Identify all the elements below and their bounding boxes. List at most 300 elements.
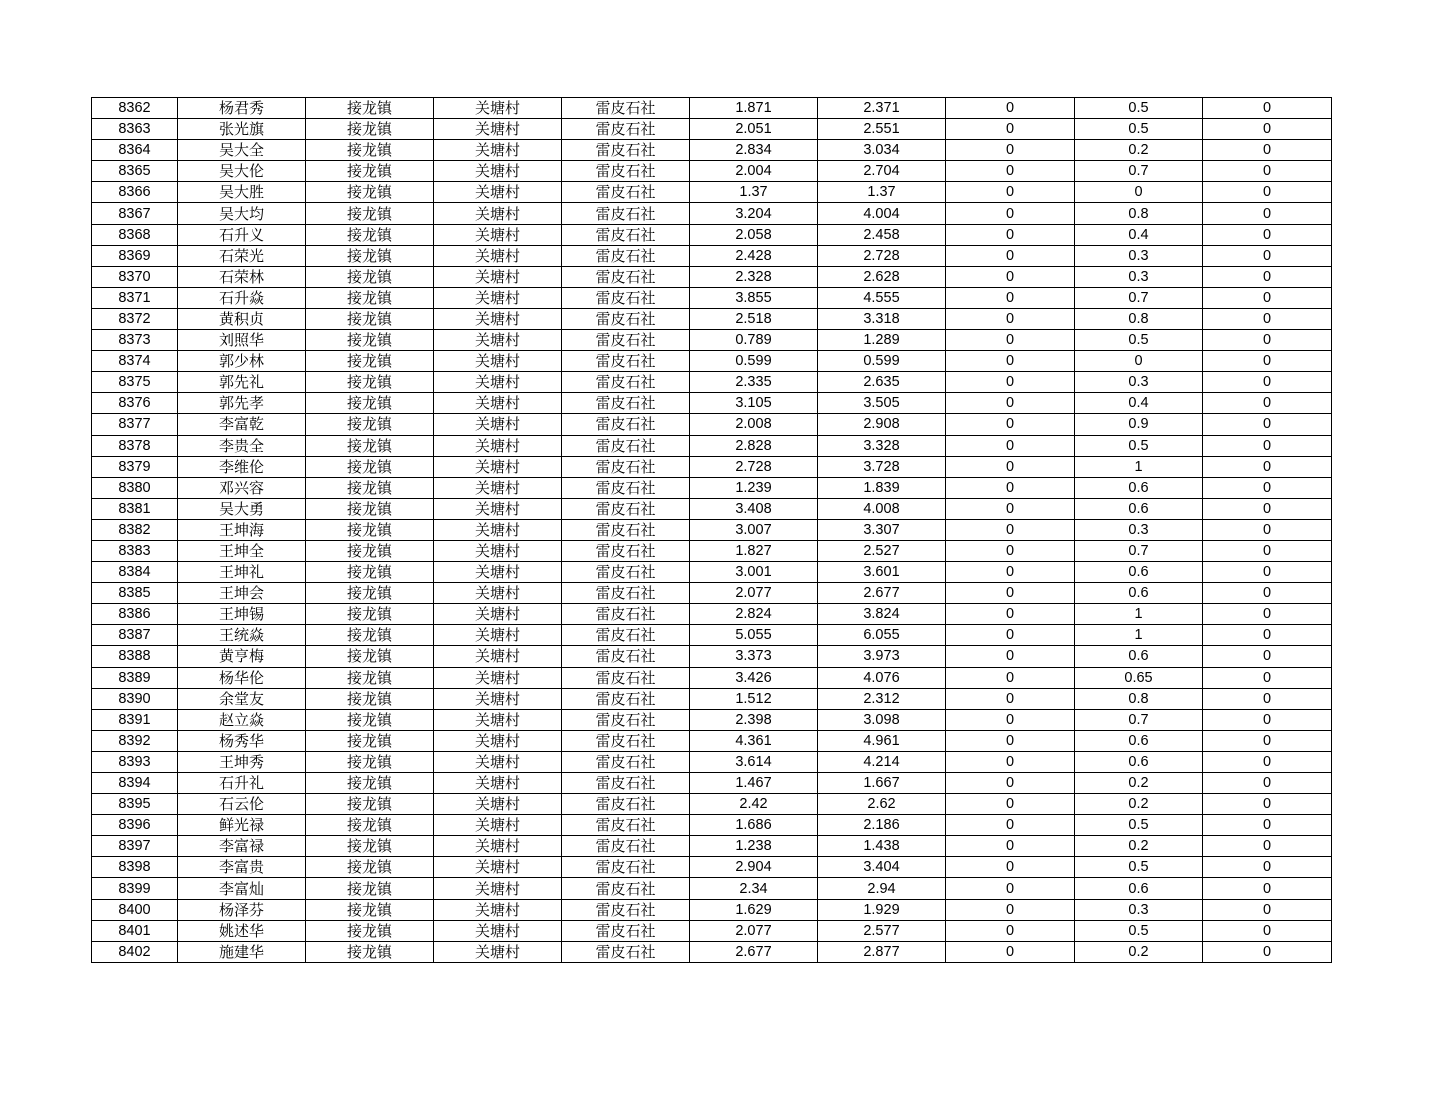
table-row: [92, 667, 1332, 688]
value-e-cell: 0: [1203, 646, 1332, 667]
village-cell: 关塘村: [434, 583, 562, 604]
value-d-cell: 0.2: [1075, 836, 1203, 857]
town-cell: 接龙镇: [306, 435, 434, 456]
value-b-cell: 4.004: [818, 203, 946, 224]
value-b-cell: 3.973: [818, 646, 946, 667]
value-b-cell: 1.839: [818, 477, 946, 498]
village-cell: 关塘村: [434, 372, 562, 393]
village-cell: 关塘村: [434, 140, 562, 161]
value-c-cell: 0: [946, 161, 1075, 182]
village-cell: 关塘村: [434, 899, 562, 920]
town-cell: 接龙镇: [306, 857, 434, 878]
record-id-cell: 8402: [92, 941, 178, 962]
value-b-cell: 2.371: [818, 98, 946, 119]
value-b-cell: 6.055: [818, 625, 946, 646]
town-cell: 接龙镇: [306, 308, 434, 329]
value-c-cell: 0: [946, 182, 1075, 203]
record-id-cell: 8381: [92, 498, 178, 519]
record-id-cell: 8385: [92, 583, 178, 604]
group-cell: 雷皮石社: [562, 161, 690, 182]
table-row: [92, 414, 1332, 435]
value-d-cell: 0.8: [1075, 688, 1203, 709]
table-row: [92, 351, 1332, 372]
record-id-cell: 8362: [92, 98, 178, 119]
record-id-cell: 8386: [92, 604, 178, 625]
value-c-cell: 0: [946, 393, 1075, 414]
group-cell: 雷皮石社: [562, 646, 690, 667]
town-cell: 接龙镇: [306, 899, 434, 920]
table-row: [92, 899, 1332, 920]
table-row: [92, 330, 1332, 351]
town-cell: 接龙镇: [306, 540, 434, 561]
value-b-cell: 2.677: [818, 583, 946, 604]
value-b-cell: 2.551: [818, 119, 946, 140]
village-cell: 关塘村: [434, 794, 562, 815]
value-c-cell: 0: [946, 815, 1075, 836]
name-cell: 杨秀华: [178, 730, 306, 751]
value-a-cell: 2.42: [690, 794, 818, 815]
town-cell: 接龙镇: [306, 941, 434, 962]
name-cell: 王坤锡: [178, 604, 306, 625]
record-id-cell: 8372: [92, 308, 178, 329]
group-cell: 雷皮石社: [562, 794, 690, 815]
village-cell: 关塘村: [434, 498, 562, 519]
record-id-cell: 8374: [92, 351, 178, 372]
village-cell: 关塘村: [434, 878, 562, 899]
table-row: [92, 646, 1332, 667]
record-id-cell: 8379: [92, 456, 178, 477]
value-b-cell: 2.635: [818, 372, 946, 393]
group-cell: 雷皮石社: [562, 330, 690, 351]
value-d-cell: 0.5: [1075, 119, 1203, 140]
value-c-cell: 0: [946, 688, 1075, 709]
value-a-cell: 1.827: [690, 540, 818, 561]
group-cell: 雷皮石社: [562, 119, 690, 140]
group-cell: 雷皮石社: [562, 562, 690, 583]
village-cell: 关塘村: [434, 646, 562, 667]
value-c-cell: 0: [946, 98, 1075, 119]
value-e-cell: 0: [1203, 372, 1332, 393]
value-c-cell: 0: [946, 583, 1075, 604]
value-a-cell: 3.408: [690, 498, 818, 519]
group-cell: 雷皮石社: [562, 751, 690, 772]
town-cell: 接龙镇: [306, 646, 434, 667]
table-row: [92, 625, 1332, 646]
name-cell: 余堂友: [178, 688, 306, 709]
record-id-cell: 8394: [92, 773, 178, 794]
value-c-cell: 0: [946, 878, 1075, 899]
town-cell: 接龙镇: [306, 920, 434, 941]
value-c-cell: 0: [946, 224, 1075, 245]
value-e-cell: 0: [1203, 899, 1332, 920]
value-a-cell: 3.001: [690, 562, 818, 583]
name-cell: 李富乾: [178, 414, 306, 435]
village-cell: 关塘村: [434, 435, 562, 456]
group-cell: 雷皮石社: [562, 140, 690, 161]
town-cell: 接龙镇: [306, 815, 434, 836]
village-cell: 关塘村: [434, 245, 562, 266]
record-id-cell: 8401: [92, 920, 178, 941]
table-row: [92, 920, 1332, 941]
value-b-cell: 1.37: [818, 182, 946, 203]
group-cell: 雷皮石社: [562, 435, 690, 456]
name-cell: 石升焱: [178, 287, 306, 308]
town-cell: 接龙镇: [306, 794, 434, 815]
group-cell: 雷皮石社: [562, 836, 690, 857]
town-cell: 接龙镇: [306, 709, 434, 730]
group-cell: 雷皮石社: [562, 604, 690, 625]
value-e-cell: 0: [1203, 941, 1332, 962]
value-e-cell: 0: [1203, 709, 1332, 730]
name-cell: 杨君秀: [178, 98, 306, 119]
value-d-cell: 0.7: [1075, 161, 1203, 182]
table-row: [92, 604, 1332, 625]
record-id-cell: 8364: [92, 140, 178, 161]
table-row: [92, 224, 1332, 245]
group-cell: 雷皮石社: [562, 625, 690, 646]
name-cell: 黄积贞: [178, 308, 306, 329]
record-id-cell: 8392: [92, 730, 178, 751]
value-b-cell: 3.034: [818, 140, 946, 161]
name-cell: 杨泽芬: [178, 899, 306, 920]
table-row: [92, 308, 1332, 329]
table-row: [92, 266, 1332, 287]
value-c-cell: 0: [946, 857, 1075, 878]
value-d-cell: 1: [1075, 625, 1203, 646]
value-a-cell: 3.007: [690, 519, 818, 540]
value-e-cell: 0: [1203, 266, 1332, 287]
record-id-cell: 8400: [92, 899, 178, 920]
group-cell: 雷皮石社: [562, 730, 690, 751]
town-cell: 接龙镇: [306, 583, 434, 604]
value-e-cell: 0: [1203, 773, 1332, 794]
town-cell: 接龙镇: [306, 498, 434, 519]
value-d-cell: 0.65: [1075, 667, 1203, 688]
value-d-cell: 0.8: [1075, 203, 1203, 224]
value-c-cell: 0: [946, 245, 1075, 266]
value-e-cell: 0: [1203, 435, 1332, 456]
value-a-cell: 0.599: [690, 351, 818, 372]
value-a-cell: 1.686: [690, 815, 818, 836]
town-cell: 接龙镇: [306, 519, 434, 540]
record-id-cell: 8376: [92, 393, 178, 414]
value-b-cell: 4.214: [818, 751, 946, 772]
value-a-cell: 2.077: [690, 583, 818, 604]
group-cell: 雷皮石社: [562, 857, 690, 878]
record-id-cell: 8391: [92, 709, 178, 730]
name-cell: 郭少林: [178, 351, 306, 372]
value-c-cell: 0: [946, 794, 1075, 815]
value-a-cell: 2.34: [690, 878, 818, 899]
name-cell: 李贵全: [178, 435, 306, 456]
town-cell: 接龙镇: [306, 119, 434, 140]
value-c-cell: 0: [946, 667, 1075, 688]
group-cell: 雷皮石社: [562, 709, 690, 730]
value-a-cell: 2.518: [690, 308, 818, 329]
value-d-cell: 0: [1075, 351, 1203, 372]
value-d-cell: 0.7: [1075, 287, 1203, 308]
value-d-cell: 0.6: [1075, 498, 1203, 519]
value-a-cell: 1.629: [690, 899, 818, 920]
group-cell: 雷皮石社: [562, 372, 690, 393]
value-e-cell: 0: [1203, 140, 1332, 161]
village-cell: 关塘村: [434, 266, 562, 287]
town-cell: 接龙镇: [306, 351, 434, 372]
value-a-cell: 1.512: [690, 688, 818, 709]
value-b-cell: 3.505: [818, 393, 946, 414]
value-b-cell: 4.008: [818, 498, 946, 519]
value-d-cell: 0.6: [1075, 751, 1203, 772]
name-cell: 吴大伦: [178, 161, 306, 182]
value-e-cell: 0: [1203, 688, 1332, 709]
name-cell: 杨华伦: [178, 667, 306, 688]
name-cell: 黄亨梅: [178, 646, 306, 667]
name-cell: 施建华: [178, 941, 306, 962]
value-a-cell: 2.824: [690, 604, 818, 625]
record-id-cell: 8371: [92, 287, 178, 308]
town-cell: 接龙镇: [306, 730, 434, 751]
value-e-cell: 0: [1203, 562, 1332, 583]
value-d-cell: 0.5: [1075, 435, 1203, 456]
value-a-cell: 2.728: [690, 456, 818, 477]
value-c-cell: 0: [946, 498, 1075, 519]
value-b-cell: 4.961: [818, 730, 946, 751]
village-cell: 关塘村: [434, 836, 562, 857]
value-d-cell: 0.5: [1075, 920, 1203, 941]
table-row: [92, 540, 1332, 561]
table-row: [92, 583, 1332, 604]
name-cell: 石云伦: [178, 794, 306, 815]
value-b-cell: 2.577: [818, 920, 946, 941]
group-cell: 雷皮石社: [562, 667, 690, 688]
name-cell: 赵立焱: [178, 709, 306, 730]
value-e-cell: 0: [1203, 751, 1332, 772]
value-b-cell: 2.186: [818, 815, 946, 836]
value-d-cell: 0.6: [1075, 646, 1203, 667]
value-a-cell: 2.677: [690, 941, 818, 962]
value-d-cell: 0.5: [1075, 857, 1203, 878]
value-c-cell: 0: [946, 351, 1075, 372]
record-id-cell: 8395: [92, 794, 178, 815]
town-cell: 接龙镇: [306, 625, 434, 646]
value-c-cell: 0: [946, 308, 1075, 329]
town-cell: 接龙镇: [306, 562, 434, 583]
value-a-cell: 1.37: [690, 182, 818, 203]
town-cell: 接龙镇: [306, 688, 434, 709]
table-body: [92, 98, 1332, 963]
group-cell: 雷皮石社: [562, 815, 690, 836]
group-cell: 雷皮石社: [562, 98, 690, 119]
value-d-cell: 0: [1075, 182, 1203, 203]
table-row: [92, 709, 1332, 730]
table-row: [92, 688, 1332, 709]
value-a-cell: 2.077: [690, 920, 818, 941]
value-a-cell: 2.328: [690, 266, 818, 287]
value-d-cell: 0.9: [1075, 414, 1203, 435]
record-id-cell: 8370: [92, 266, 178, 287]
village-cell: 关塘村: [434, 224, 562, 245]
table-row: [92, 730, 1332, 751]
value-a-cell: 3.373: [690, 646, 818, 667]
village-cell: 关塘村: [434, 688, 562, 709]
table-row: [92, 857, 1332, 878]
village-cell: 关塘村: [434, 751, 562, 772]
value-e-cell: 0: [1203, 604, 1332, 625]
value-a-cell: 2.428: [690, 245, 818, 266]
value-c-cell: 0: [946, 604, 1075, 625]
group-cell: 雷皮石社: [562, 456, 690, 477]
value-d-cell: 0.7: [1075, 709, 1203, 730]
value-a-cell: 2.051: [690, 119, 818, 140]
town-cell: 接龙镇: [306, 667, 434, 688]
group-cell: 雷皮石社: [562, 920, 690, 941]
town-cell: 接龙镇: [306, 245, 434, 266]
village-cell: 关塘村: [434, 119, 562, 140]
value-e-cell: 0: [1203, 330, 1332, 351]
value-a-cell: 1.871: [690, 98, 818, 119]
table-row: [92, 794, 1332, 815]
value-e-cell: 0: [1203, 815, 1332, 836]
value-c-cell: 0: [946, 562, 1075, 583]
value-e-cell: 0: [1203, 98, 1332, 119]
value-c-cell: 0: [946, 899, 1075, 920]
value-d-cell: 0.6: [1075, 878, 1203, 899]
group-cell: 雷皮石社: [562, 287, 690, 308]
value-d-cell: 0.3: [1075, 372, 1203, 393]
table-row: [92, 751, 1332, 772]
value-e-cell: 0: [1203, 625, 1332, 646]
value-c-cell: 0: [946, 477, 1075, 498]
value-d-cell: 0.2: [1075, 140, 1203, 161]
value-e-cell: 0: [1203, 161, 1332, 182]
name-cell: 石升礼: [178, 773, 306, 794]
value-a-cell: 2.008: [690, 414, 818, 435]
name-cell: 石荣光: [178, 245, 306, 266]
value-d-cell: 0.3: [1075, 519, 1203, 540]
value-c-cell: 0: [946, 751, 1075, 772]
value-e-cell: 0: [1203, 540, 1332, 561]
group-cell: 雷皮石社: [562, 498, 690, 519]
name-cell: 吴大勇: [178, 498, 306, 519]
value-a-cell: 5.055: [690, 625, 818, 646]
value-b-cell: 2.877: [818, 941, 946, 962]
group-cell: 雷皮石社: [562, 393, 690, 414]
village-cell: 关塘村: [434, 667, 562, 688]
village-cell: 关塘村: [434, 182, 562, 203]
town-cell: 接龙镇: [306, 414, 434, 435]
record-id-cell: 8382: [92, 519, 178, 540]
group-cell: 雷皮石社: [562, 266, 690, 287]
name-cell: 吴大均: [178, 203, 306, 224]
value-a-cell: 4.361: [690, 730, 818, 751]
table-row: [92, 140, 1332, 161]
value-c-cell: 0: [946, 456, 1075, 477]
table-row: [92, 393, 1332, 414]
name-cell: 王统焱: [178, 625, 306, 646]
value-b-cell: 2.458: [818, 224, 946, 245]
village-cell: 关塘村: [434, 330, 562, 351]
value-c-cell: 0: [946, 266, 1075, 287]
value-d-cell: 0.4: [1075, 393, 1203, 414]
table-row: [92, 519, 1332, 540]
value-e-cell: 0: [1203, 119, 1332, 140]
value-e-cell: 0: [1203, 498, 1332, 519]
value-e-cell: 0: [1203, 456, 1332, 477]
village-cell: 关塘村: [434, 98, 562, 119]
value-e-cell: 0: [1203, 519, 1332, 540]
record-id-cell: 8387: [92, 625, 178, 646]
value-c-cell: 0: [946, 540, 1075, 561]
table-row: [92, 245, 1332, 266]
group-cell: 雷皮石社: [562, 182, 690, 203]
name-cell: 李富禄: [178, 836, 306, 857]
value-a-cell: 0.789: [690, 330, 818, 351]
value-c-cell: 0: [946, 119, 1075, 140]
value-d-cell: 1: [1075, 604, 1203, 625]
value-b-cell: 2.94: [818, 878, 946, 899]
value-b-cell: 2.728: [818, 245, 946, 266]
value-d-cell: 1: [1075, 456, 1203, 477]
value-a-cell: 1.238: [690, 836, 818, 857]
value-e-cell: 0: [1203, 667, 1332, 688]
record-id-cell: 8397: [92, 836, 178, 857]
value-e-cell: 0: [1203, 308, 1332, 329]
village-cell: 关塘村: [434, 308, 562, 329]
value-e-cell: 0: [1203, 351, 1332, 372]
table-row: [92, 435, 1332, 456]
name-cell: 邓兴容: [178, 477, 306, 498]
value-a-cell: 2.398: [690, 709, 818, 730]
table-row: [92, 287, 1332, 308]
value-e-cell: 0: [1203, 794, 1332, 815]
value-e-cell: 0: [1203, 393, 1332, 414]
value-d-cell: 0.6: [1075, 583, 1203, 604]
town-cell: 接龙镇: [306, 456, 434, 477]
value-d-cell: 0.5: [1075, 330, 1203, 351]
value-d-cell: 0.5: [1075, 815, 1203, 836]
town-cell: 接龙镇: [306, 266, 434, 287]
village-cell: 关塘村: [434, 941, 562, 962]
value-a-cell: 1.467: [690, 773, 818, 794]
value-e-cell: 0: [1203, 182, 1332, 203]
value-b-cell: 2.312: [818, 688, 946, 709]
value-b-cell: 1.289: [818, 330, 946, 351]
name-cell: 刘照华: [178, 330, 306, 351]
table-row: [92, 498, 1332, 519]
value-a-cell: 3.614: [690, 751, 818, 772]
value-c-cell: 0: [946, 709, 1075, 730]
value-e-cell: 0: [1203, 203, 1332, 224]
table-row: [92, 941, 1332, 962]
value-d-cell: 0.5: [1075, 98, 1203, 119]
value-e-cell: 0: [1203, 730, 1332, 751]
town-cell: 接龙镇: [306, 203, 434, 224]
group-cell: 雷皮石社: [562, 899, 690, 920]
value-c-cell: 0: [946, 941, 1075, 962]
value-e-cell: 0: [1203, 477, 1332, 498]
value-a-cell: 3.426: [690, 667, 818, 688]
record-id-cell: 8389: [92, 667, 178, 688]
value-d-cell: 0.2: [1075, 941, 1203, 962]
group-cell: 雷皮石社: [562, 224, 690, 245]
town-cell: 接龙镇: [306, 98, 434, 119]
town-cell: 接龙镇: [306, 182, 434, 203]
value-c-cell: 0: [946, 519, 1075, 540]
town-cell: 接龙镇: [306, 477, 434, 498]
record-id-cell: 8363: [92, 119, 178, 140]
value-b-cell: 2.628: [818, 266, 946, 287]
town-cell: 接龙镇: [306, 161, 434, 182]
